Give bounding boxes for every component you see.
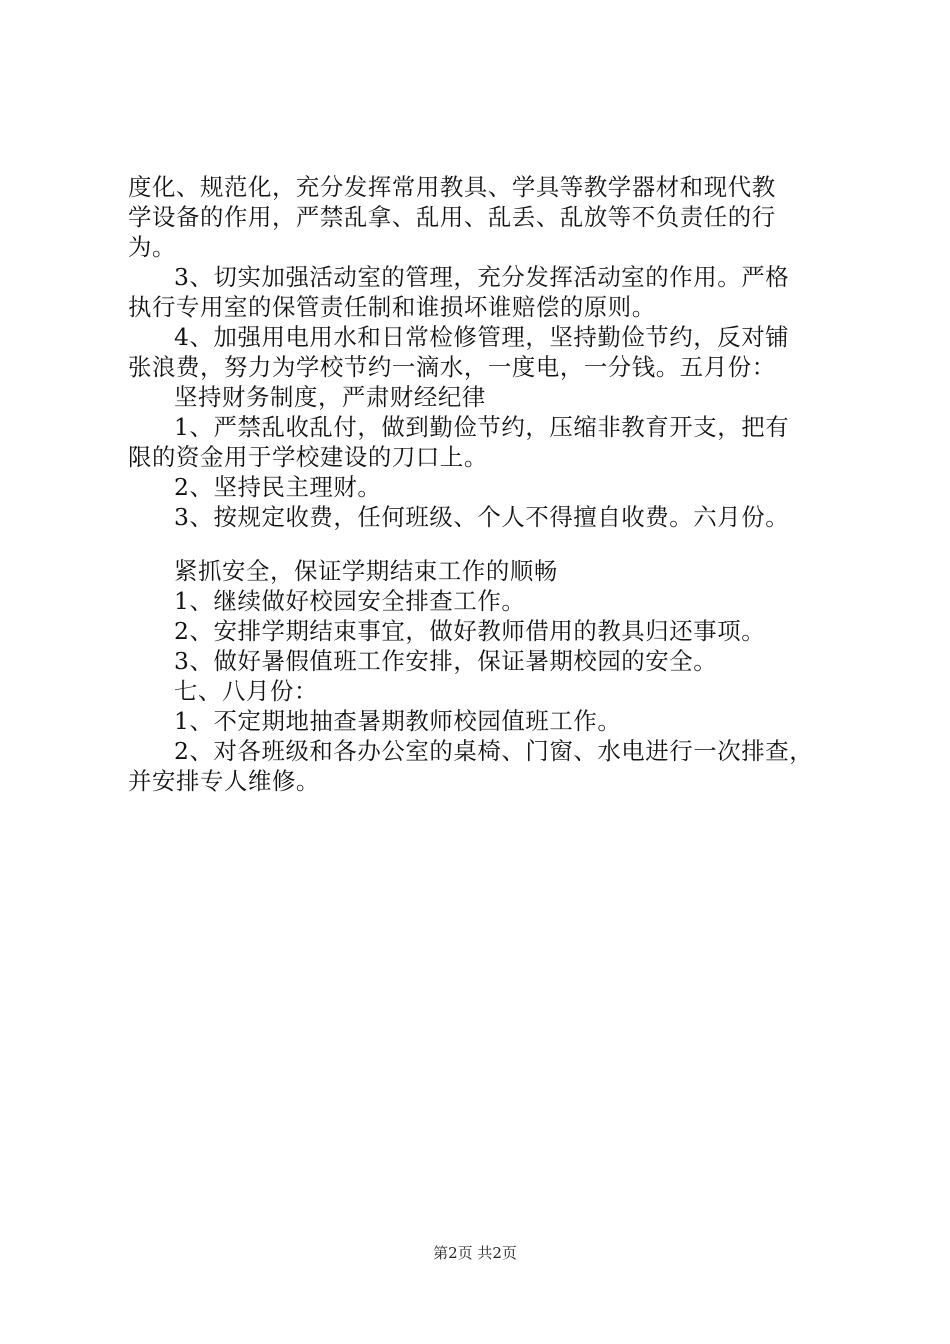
paragraph-line: 4、加强用电用水和日常检修管理，坚持勤俭节约，反对铺: [174, 323, 790, 351]
document-body: [128, 172, 838, 796]
section-heading-line: 紧抓安全，保证学期结束工作的顺畅: [174, 557, 558, 585]
paragraph-line: 为。: [128, 233, 176, 261]
page-footer: 第2页 共2页: [433, 1244, 517, 1262]
paragraph-line: 并安排专人维修。: [128, 767, 320, 795]
paragraph-line: 学设备的作用，严禁乱拿、乱用、乱丢、乱放等不负责任的行: [128, 203, 776, 231]
paragraph-line: 1、不定期地抽查暑期教师校园值班工作。: [174, 707, 622, 735]
section-heading-line: 七、八月份：: [174, 677, 318, 705]
paragraph-line: 执行专用室的保管责任制和谁损坏谁赔偿的原则。: [128, 293, 656, 321]
paragraph-line: 张浪费，努力为学校节约一滴水，一度电，一分钱。五月份：: [128, 353, 776, 381]
section-heading-line: 坚持财务制度，严肃财经纪律: [174, 383, 486, 411]
blank-line: [128, 532, 838, 556]
paragraph-line: 1、继续做好校园安全排查工作。: [174, 587, 526, 615]
paragraph-line: 3、做好暑假值班工作安排，保证暑期校园的安全。: [174, 647, 718, 675]
paragraph-line: 3、按规定收费，任何班级、个人不得擅自收费。六月份。: [174, 503, 790, 531]
paragraph-line: 2、安排学期结束事宜，做好教师借用的教具归还事项。: [174, 617, 766, 645]
paragraph-line: 2、坚持民主理财。: [174, 473, 382, 501]
paragraph-line: 限的资金用于学校建设的刀口上。: [128, 443, 488, 471]
paragraph-line: 3、切实加强活动室的管理，充分发挥活动室的作用。严格: [174, 263, 790, 291]
paragraph-line: 2、对各班级和各办公室的桌椅、门窗、水电进行一次排查，: [174, 737, 814, 765]
paragraph-line: 度化、规范化，充分发挥常用教具、学具等教学器材和现代教: [128, 173, 776, 201]
paragraph-line: 1、严禁乱收乱付，做到勤俭节约，压缩非教育开支，把有: [174, 413, 790, 441]
